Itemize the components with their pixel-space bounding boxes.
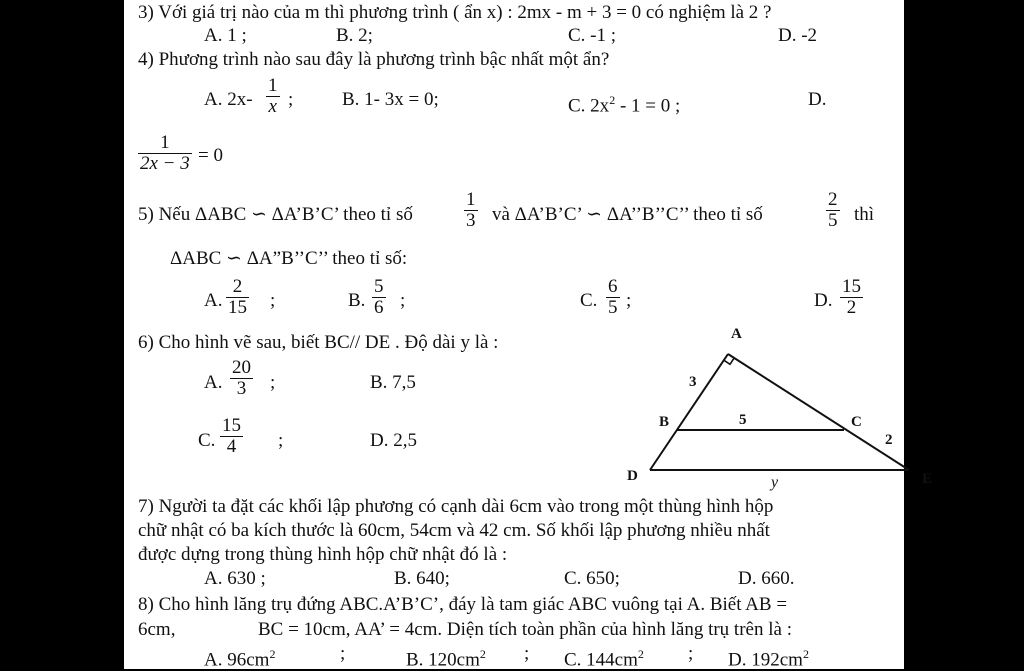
q5-option-b-fraction (372, 277, 386, 318)
label-a: A (731, 326, 742, 342)
q4-option-a-prefix: A. 2x- (204, 89, 253, 110)
q4-option-d-label: D. (808, 89, 827, 110)
q8-line2-start: 6cm, (138, 619, 176, 640)
q6-option-a-fraction (230, 358, 253, 399)
q5-line2: ΔABC ∽ ΔA”B’’C’’ theo tỉ số: (170, 248, 408, 269)
q6-a-den: 3 (230, 378, 253, 399)
q3-option-a: A. 1 ; (204, 25, 247, 46)
q6-option-c-label: C. (198, 430, 216, 451)
q5-d-num: 15 (842, 276, 861, 297)
q8-option-a (204, 643, 275, 671)
q7-option-d: D. 660. (738, 568, 795, 589)
q6-option-a-label: A. (204, 372, 223, 393)
q8-option-c-suffix: ; (688, 643, 694, 664)
q5-option-b-suffix: ; (400, 290, 406, 311)
q5-option-b-label: B. (348, 290, 366, 311)
q6-option-a-suffix: ; (270, 372, 276, 393)
q6-option-c-suffix: ; (278, 430, 284, 451)
q8-d-exponent: 2 (802, 647, 809, 661)
label-d: D (627, 468, 638, 484)
q5-a-num: 2 (232, 276, 243, 297)
q6-option-b: B. 7,5 (370, 372, 416, 393)
q4-option-a-suffix: ; (288, 89, 294, 110)
q7-line2: chữ nhật có ba kích thước là 60cm, 54cm và 42 cm. Số khối lập phương nhiều nhất (138, 520, 770, 541)
q3-question: 3) Với giá trị nào của m thì phương trình ( ẩn x) : 2mx - m + 3 = 0 có nghiệm là 2 ? (138, 2, 772, 23)
q5-option-c-fraction (606, 277, 620, 318)
q5-option-a-suffix: ; (270, 290, 276, 311)
q7-line1: 7) Người ta đặt các khối lập phương có cạnh dài 6cm vào trong một thùng hình hộp (138, 496, 774, 517)
q7-option-b: B. 640; (394, 568, 450, 589)
q5-ratio1 (464, 190, 478, 231)
q8-d-value: D. 192cm (728, 649, 803, 671)
q5-line1-start: 5) Nếu ΔABC ∽ ΔA’B’C’ theo tỉ số (138, 204, 413, 225)
q5-ratio2 (826, 190, 840, 231)
q5-ratio1-den: 3 (466, 210, 476, 231)
q4-d-numerator: 1 (160, 132, 170, 153)
q3-option-b: B. 2; (336, 25, 373, 46)
q8-c-exponent: 2 (637, 647, 644, 661)
q8-option-b (406, 643, 486, 671)
q4-c-rest: - 1 = 0 ; (615, 95, 681, 117)
q8-b-exponent: 2 (479, 647, 486, 661)
q8-option-a-suffix: ; (340, 643, 346, 664)
q6-a-num: 20 (232, 357, 251, 378)
q4-c-base: C. 2x (568, 95, 610, 117)
edge-ad (650, 354, 728, 470)
q5-option-c-label: C. (580, 290, 598, 311)
q7-option-a: A. 630 ; (204, 568, 266, 589)
q8-a-exponent: 2 (269, 647, 276, 661)
q3-option-d: D. -2 (778, 25, 818, 46)
q8-line1: 8) Cho hình lăng trụ đứng ABC.A’B’C’, đáy là tam giác ABC vuông tại A. Biết AB = (138, 594, 788, 615)
label-ab: 3 (689, 374, 697, 390)
q5-option-d-label: D. (814, 290, 833, 311)
label-ce: 2 (885, 432, 893, 448)
label-bc: 5 (739, 412, 747, 428)
q4-option-c (568, 89, 680, 117)
q6-c-num: 15 (222, 415, 241, 436)
q5-ratio1-num: 1 (466, 189, 476, 210)
label-b: B (659, 414, 670, 430)
q3-option-c: C. -1 ; (568, 25, 617, 46)
document-page (124, 0, 933, 671)
q4-a-numerator: 1 (268, 75, 278, 96)
q7-line3: được dựng trong thùng hình hộp chữ nhật đó là : (138, 544, 508, 565)
q7-option-c: C. 650; (564, 568, 620, 589)
q4-option-b: B. 1- 3x = 0; (342, 89, 439, 110)
q4-d-denominator: 2x − 3 (140, 153, 190, 174)
q4-option-a-fraction (266, 76, 280, 117)
q5-c-den: 5 (608, 297, 618, 318)
q6-option-c-fraction (220, 416, 243, 457)
q4-option-d-fraction (138, 133, 192, 174)
q6-question: 6) Cho hình vẽ sau, biết BC// DE . Độ dài y là : (138, 332, 499, 353)
q5-option-a-label: A. (204, 290, 223, 311)
q5-c-num: 6 (608, 276, 618, 297)
q5-ratio2-den: 5 (828, 210, 838, 231)
q5-d-den: 2 (840, 297, 863, 318)
q6-option-d: D. 2,5 (370, 430, 417, 451)
q5-line1-middle: và ΔA’B’C’ ∽ ΔA’’B’’C’’ theo tỉ số (492, 204, 763, 225)
q5-option-c-suffix: ; (626, 290, 632, 311)
q4-question: 4) Phương trình nào sau đây là phương trình bậc nhất một ẩn? (138, 49, 610, 70)
q8-c-value: C. 144cm (564, 649, 638, 671)
q6-c-den: 4 (220, 436, 243, 457)
q8-line2-rest: BC = 10cm, AA’ = 4cm. Diện tích toàn phần của hình lăng trụ trên là : (258, 619, 792, 640)
q5-ratio2-num: 2 (828, 189, 838, 210)
q8-a-value: A. 96cm (204, 649, 270, 671)
q8-option-b-suffix: ; (524, 643, 530, 664)
label-c: C (851, 414, 862, 430)
q5-b-num: 5 (374, 276, 384, 297)
q5-line1-end: thì (854, 204, 875, 225)
q5-b-den: 6 (374, 297, 384, 318)
q4-c-exponent: 2 (609, 93, 616, 107)
q8-option-d (728, 643, 809, 671)
triangle-figure (619, 318, 904, 498)
q4-a-denominator: x (266, 96, 280, 117)
q8-b-value: B. 120cm (406, 649, 480, 671)
label-e: E (922, 471, 933, 487)
label-y: y (771, 474, 779, 491)
q8-option-c (564, 643, 644, 671)
edge-ae (728, 354, 909, 470)
q5-option-d-fraction (840, 277, 863, 318)
q4-option-d-equals: = 0 (198, 145, 223, 166)
q5-option-a-fraction (226, 277, 249, 318)
q5-a-den: 15 (228, 297, 247, 318)
